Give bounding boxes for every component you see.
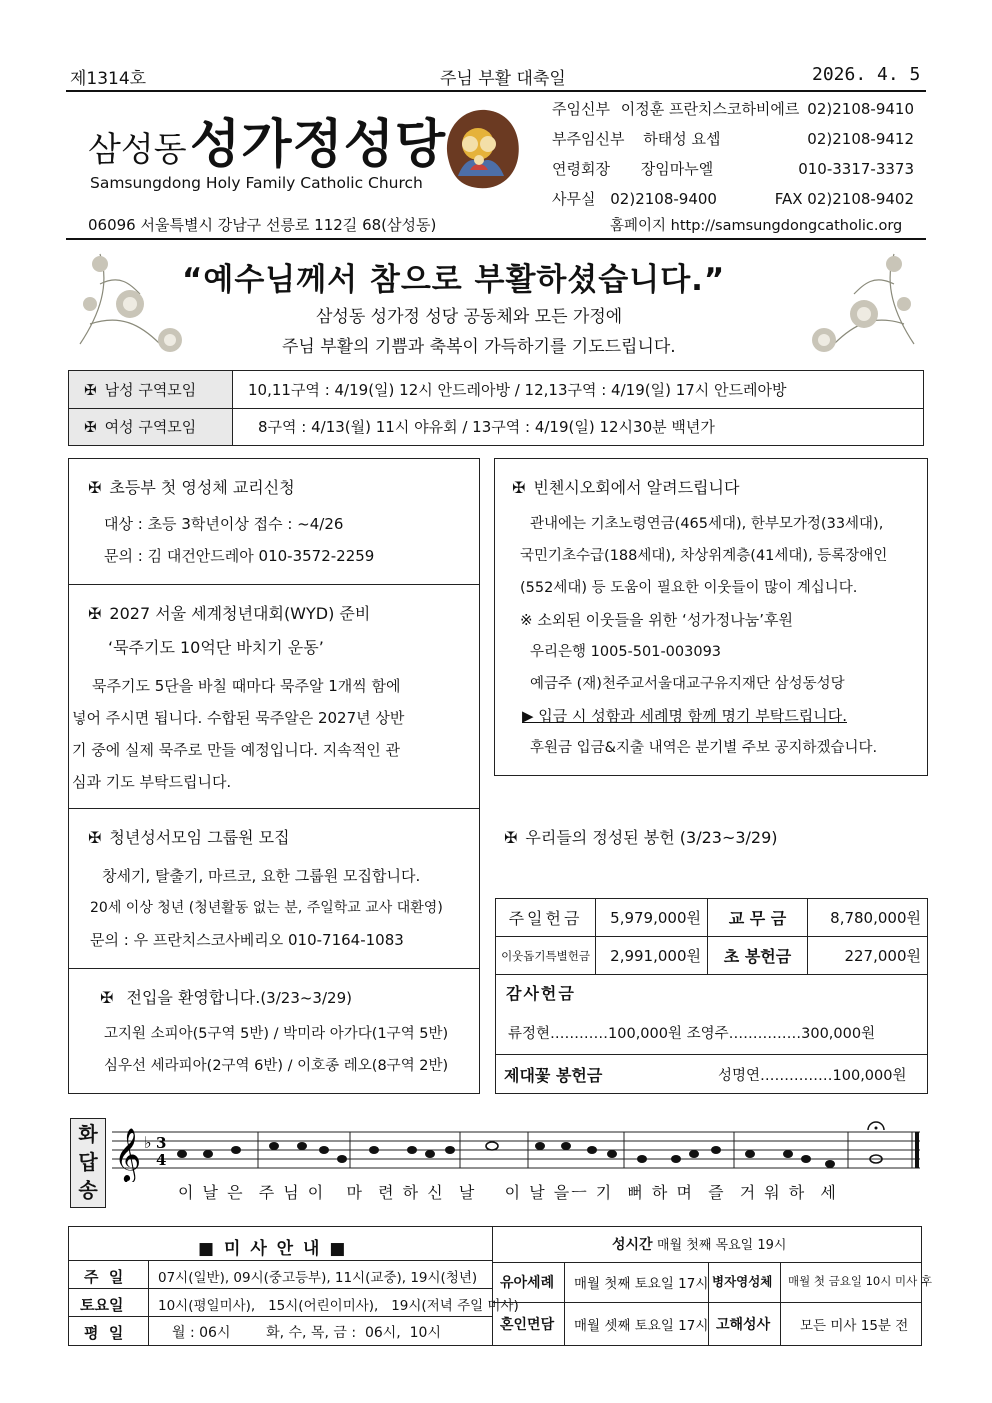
hymn-label [78, 1120, 98, 1204]
contact-role: 주임신부 [552, 100, 610, 118]
contact-role: 연령회장 [552, 160, 610, 178]
contact-name: 이정훈 프란치스코하비에르 [620, 100, 800, 118]
welcome-line: 심우선 세라피아(2구역 6반) / 이호종 레오(8구역 2반) [104, 1058, 449, 1074]
district-row-divider [68, 408, 924, 409]
hymn-label-char: 답 [78, 1150, 98, 1174]
bible-group-line: 문의 : 우 프란치스코사베리오 010-7164-1083 [90, 931, 404, 949]
header-bottom-rule [66, 238, 926, 240]
male-meeting-label: ✠ 남성 구역모임 [84, 374, 196, 406]
occasion: 주님 부활 대축일 [440, 69, 566, 89]
holy-hour [612, 1234, 786, 1254]
male-meeting-text: 10,11구역 : 4/19(일) 12시 안드레아방 / 12,13구역 : 4/19(일) 17시 안드레아방 [248, 381, 787, 399]
thanks-title: 감사헌금 [506, 984, 576, 1003]
wyd-line: 심과 기도 부탁드립니다. [72, 773, 232, 791]
parish-name: 성가정성당 [190, 115, 447, 175]
wyd-subtitle: ‘묵주기도 10억단 바치기 운동’ [108, 638, 324, 657]
easter-greeting-line1: 삼성동 성가정 성당 공동체와 모든 가정에 [316, 307, 623, 327]
infant-baptism-label: 유아세례 [500, 1275, 555, 1291]
contact-phone: 02)2108-9410 [807, 100, 914, 118]
welcome-period: (3/23~3/29) [260, 989, 352, 1007]
marriage-time: 매월 셋째 토요일 17시 [574, 1318, 709, 1334]
wyd-title: ✠ 2027 서울 세계청년대회(WYD) 준비 [88, 598, 370, 630]
parish-prefix: 삼성동 [88, 130, 187, 170]
confession-time: 모든 미사 15분 전 [800, 1318, 909, 1334]
mass-day-divider [148, 1260, 149, 1346]
contact-name: 하태성 요셉 [643, 130, 721, 148]
mass-times: 월 : 06시 화, 수, 목, 금 : 06시, 10시 [172, 1325, 441, 1341]
hymn-staff [112, 1118, 924, 1182]
contact-name: 02)2108-9400 [610, 190, 717, 208]
svg-text:𝄞: 𝄞 [114, 1127, 142, 1181]
mass-day: 평 일 [84, 1324, 124, 1342]
sacrament-col [564, 1262, 565, 1346]
easter-headline: “예수님께서 참으로 부활하셨습니다.” [182, 262, 726, 298]
offering-label: 초 봉헌금 [708, 937, 808, 975]
thanks-divider [495, 1054, 928, 1055]
welcome-title-text: 전입을 환영합니다. [126, 988, 261, 1007]
vincent-title: ✠ 빈첸시오회에서 알려드립니다 [512, 472, 739, 504]
thanks-list: 류정현…………100,000원 조영주……………300,000원 [508, 1026, 876, 1042]
svg-text:4: 4 [156, 1151, 167, 1169]
contact-phone: FAX 02)2108-9402 [774, 190, 914, 208]
mass-times: 10시(평일미사), 15시(어린이미사), 19시(저녁 주일 미사) [158, 1298, 519, 1314]
welcome-line: 고지원 소피아(5구역 5반) / 박미라 아가다(1구역 5반) [104, 1026, 449, 1042]
female-meeting-text: 8구역 : 4/13(월) 11시 야유회 / 13구역 : 4/19(일) 12시30분 백년가 [258, 418, 715, 436]
sick-communion-label: 병자영성체 [712, 1274, 773, 1289]
mass-title-divider [68, 1260, 492, 1261]
parish-address: 06096 서울특별시 강남구 선릉로 112길 68(삼성동) [88, 216, 437, 234]
offering-amount: 5,979,000원 [596, 899, 708, 937]
hymn-lyrics: 이 날 은 주 님 이 마 련 하 신 날 이 날 을ㅡ 기 뻐 하 며 즐 거 워 하 세 [178, 1183, 838, 1202]
communion-contact: 문의 : 김 대건안드레아 010-3572-2259 [104, 547, 375, 565]
mass-day: 토요일 [80, 1296, 124, 1314]
offering-table [495, 898, 928, 975]
contact-phone: 010-3317-3373 [798, 160, 914, 178]
vincent-line: 국민기초수급(188세대), 차상위계층(41세대), 등록장애인 [520, 548, 888, 564]
offering-label: 교 무 금 [708, 899, 808, 937]
homepage-link[interactable]: 홈페이지 http://samsungdongcatholic.org [610, 218, 903, 234]
easter-greeting-line2: 주님 부활의 기쁨과 축복이 가득하기를 기도드립니다. [282, 337, 676, 357]
support-note: ▶ 입금 시 성함과 세례명 함께 명기 부탁드립니다. [522, 707, 847, 725]
header-rule [66, 90, 926, 92]
left-divider-3 [68, 968, 480, 969]
communion-title: ✠ 초등부 첫 영성체 교리신청 [88, 472, 295, 504]
mass-row-divider [68, 1288, 492, 1289]
contact-phone: 02)2108-9412 [807, 130, 914, 148]
mass-center-divider [492, 1226, 493, 1346]
hymn-label-char: 화 [78, 1122, 98, 1146]
offering-label: 이웃돕기특별헌금 [496, 937, 596, 975]
holy-family-logo [440, 104, 524, 192]
mass-times: 07시(일반), 09시(중고등부), 11시(교중), 19시(청년) [158, 1270, 478, 1286]
hymn-label-char: 송 [78, 1178, 98, 1202]
mass-day: 주 일 [84, 1268, 124, 1286]
holy-hour-time: 매월 첫째 목요일 19시 [657, 1238, 787, 1253]
bible-group-title: ✠ 청년성서모임 그룹원 모집 [88, 822, 290, 854]
sick-communion-time: 매월 첫 금요일 10시 미사 후 [788, 1274, 932, 1288]
contact-role: 부주임신부 [552, 130, 625, 148]
left-divider-2 [68, 808, 480, 809]
communion-target: 대상 : 초등 3학년이상 접수 : ~4/26 [104, 515, 344, 533]
left-divider-1 [68, 584, 480, 585]
mass-title: ■ 미 사 안 내 ■ [198, 1239, 348, 1259]
issue-date: 2026. 4. 5 [812, 64, 921, 85]
vincent-line: (552세대) 등 도움이 필요한 이웃들이 많이 계십니다. [520, 580, 858, 596]
welcome-title [100, 982, 352, 1014]
bible-group-line: 창세기, 탈출기, 마르코, 요한 그룹원 모집합니다. [102, 867, 421, 885]
support-holder: 예금주 (재)천주교서울대교구유지재단 삼성동성당 [530, 676, 845, 692]
offering-amount: 8,780,000원 [808, 899, 928, 937]
infant-baptism-time: 매월 첫째 토요일 17시 [574, 1276, 709, 1292]
parish-english: Samsungdong Holy Family Catholic Church [90, 174, 423, 192]
holy-hour-label: 성시간 [612, 1237, 653, 1253]
svg-text:♭: ♭ [144, 1133, 152, 1152]
altar-flower-list: 성명연……………100,000원 [718, 1068, 907, 1084]
contact-list [552, 94, 914, 214]
support-report: 후원금 입금&지출 내역은 분기별 주보 공지하겠습니다. [530, 740, 878, 756]
sacrament-divider [492, 1302, 922, 1303]
flower-right-ornament [774, 244, 924, 354]
sacrament-col [780, 1262, 781, 1346]
offering-label: 주일헌금 [496, 899, 596, 937]
female-meeting-label: ✠ 여성 구역모임 [84, 411, 196, 443]
support-title: ※ 소외된 이웃들을 위한 ‘성가정나눔’후원 [520, 611, 794, 629]
support-bank: 우리은행 1005-501-003093 [530, 644, 722, 660]
vincent-line: 관내에는 기초노령연금(465세대), 한부모가정(33세대), [530, 516, 884, 532]
mass-row-divider [68, 1316, 492, 1317]
offering-amount: 2,991,000원 [596, 937, 708, 975]
marriage-label: 혼인면담 [500, 1317, 555, 1333]
issue-number: 제1314호 [70, 69, 147, 89]
bible-group-line: 20세 이상 청년 (청년활동 없는 분, 주일학교 교사 대환영) [90, 900, 443, 916]
altar-flower-title: 제대꽃 봉헌금 [504, 1066, 603, 1085]
contact-role: 사무실 [552, 190, 596, 208]
offering-title: ✠ 우리들의 정성된 봉헌 (3/23~3/29) [504, 822, 778, 854]
svg-text:3: 3 [156, 1134, 167, 1152]
wyd-line: 넣어 주시면 됩니다. 수합된 묵주알은 2027년 상반 [72, 709, 405, 727]
wyd-line: 기 중에 실제 묵주로 만들 예정입니다. 지속적인 관 [72, 741, 400, 759]
contact-name: 장임마누엘 [640, 160, 714, 178]
confession-label: 고해성사 [716, 1317, 771, 1333]
sacrament-divider [492, 1262, 922, 1263]
wyd-line: 묵주기도 5단을 바칠 때마다 묵주알 1개씩 함에 [92, 677, 401, 695]
offering-amount: 227,000원 [808, 937, 928, 975]
